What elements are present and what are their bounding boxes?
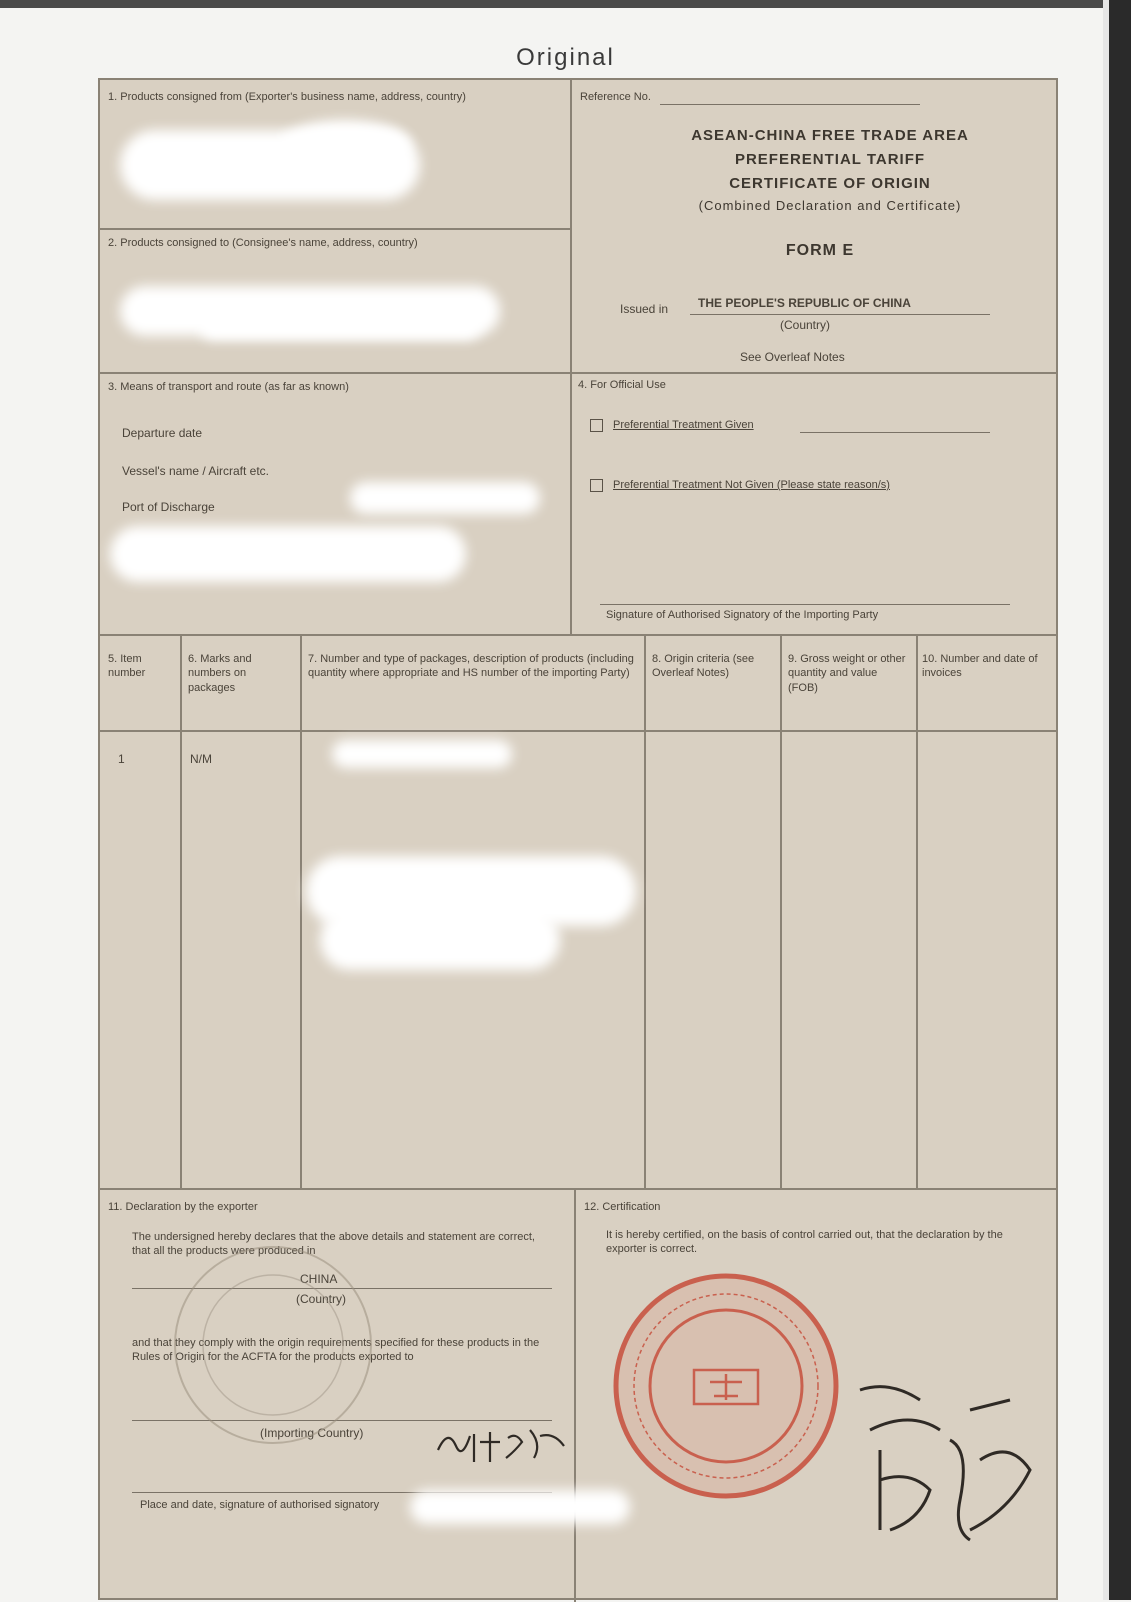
form-e-label: FORM E — [785, 242, 855, 259]
reference-underline — [660, 104, 920, 105]
redaction-box3-b — [110, 526, 466, 582]
redaction-box11 — [410, 1490, 630, 1524]
issued-in-underline — [690, 314, 990, 315]
box12-label: 12. Certification — [584, 1201, 661, 1213]
scan-right-edge — [1109, 0, 1131, 1600]
box4-option-2 — [590, 478, 890, 492]
col-divider-2 — [300, 634, 302, 1190]
box4-label: 4. For Official Use — [578, 379, 666, 391]
divider-bottom-middle — [574, 1188, 576, 1602]
col-divider-5 — [916, 634, 918, 1190]
departure-label: Departure date — [122, 426, 203, 440]
col-header-invoices: 10. Number and date of invoices — [922, 653, 1038, 680]
checkbox-preferential-not-given — [590, 479, 603, 492]
col-divider-3 — [644, 634, 646, 1190]
redaction-box2-b — [200, 314, 480, 340]
box11-text-1: The undersigned hereby declares that the above details and statement are correct, that all the products were produced in — [132, 1231, 535, 1258]
divider-top-middle — [570, 80, 572, 636]
col-header-item: 5. Item number — [108, 653, 146, 680]
divider-row3 — [100, 634, 1058, 636]
box11-place-label: Place and date, signature of authorised signatory — [140, 1499, 380, 1511]
scan-top-edge — [0, 0, 1131, 8]
certifier-signature — [840, 1370, 1050, 1550]
row-item-number: 1 — [118, 752, 125, 766]
box4-signature-label: Signature of Authorised Signatory of the Importing Party — [606, 609, 879, 621]
option-1-text: Preferential Treatment Given — [613, 419, 754, 431]
port-label: Port of Discharge — [122, 500, 215, 514]
title-line-4: (Combined Declaration and Certificate) — [698, 198, 962, 213]
col-divider-4 — [780, 634, 782, 1190]
option-2-text: Preferential Treatment Not Given (Please state reason/s) — [613, 479, 890, 491]
divider-bottom-section — [100, 1188, 1058, 1190]
checkbox-preferential-given — [590, 419, 603, 432]
box11-text-2: and that they comply with the origin requirements specified for these products in the Rules of Origin for the ACFTA for the products exported to — [132, 1337, 540, 1364]
country-label: (Country) — [780, 318, 831, 332]
title-line-2: PREFERENTIAL TARIFF — [734, 151, 926, 168]
box4-signature-line — [600, 604, 1010, 605]
box3-label: 3. Means of transport and route (as far as known) — [108, 381, 349, 393]
faint-exporter-stamp — [168, 1240, 378, 1450]
col-header-origin: 8. Origin criteria (see Overleaf Notes) — [652, 653, 755, 680]
box4-option-1 — [590, 418, 754, 432]
option-1-underline — [800, 432, 990, 433]
col-header-description: 7. Number and type of packages, description of products (including quantity where appropriate and HS number of the importing Party) — [308, 653, 634, 680]
box1-label: 1. Products consigned from (Exporter's business name, address, country) — [108, 91, 466, 103]
exporter-signature — [430, 1420, 570, 1470]
divider-box1-box2 — [100, 228, 570, 230]
divider-column-headers — [100, 730, 1058, 732]
redaction-description-a — [332, 740, 512, 768]
box11-label: 11. Declaration by the exporter — [108, 1201, 258, 1213]
redaction-box3-a — [350, 482, 540, 514]
title-line-1: ASEAN-CHINA FREE TRADE AREA — [691, 127, 969, 144]
box12-text: It is hereby certified, on the basis of control carried out, that the declaration by the exporter is correct. — [606, 1229, 1003, 1256]
certificate-form — [98, 78, 1058, 1600]
col-header-weight: 9. Gross weight or other quantity and value (FOB) — [788, 653, 906, 694]
issued-in-value: THE PEOPLE'S REPUBLIC OF CHINA — [698, 296, 911, 310]
official-seal — [610, 1270, 842, 1502]
reference-label: Reference No. — [580, 91, 651, 103]
col-divider-1 — [180, 634, 182, 1190]
box11-importing-label: (Importing Country) — [260, 1426, 364, 1440]
row-marks: N/M — [190, 752, 212, 766]
box2-label: 2. Products consigned to (Consignee's name, address, country) — [108, 237, 418, 249]
see-notes-label: See Overleaf Notes — [740, 350, 845, 364]
divider-row2 — [100, 372, 1058, 374]
vessel-label: Vessel's name / Aircraft etc. — [122, 464, 270, 478]
form-title — [620, 124, 1040, 217]
issued-in-label: Issued in — [620, 302, 669, 316]
title-line-3: CERTIFICATE OF ORIGIN — [729, 175, 931, 192]
col-header-marks: 6. Marks and numbers on packages — [188, 653, 252, 694]
box11-country-label: (Country) — [296, 1292, 347, 1306]
original-label: Original — [516, 44, 615, 71]
redaction-box1-b — [280, 120, 410, 170]
redaction-description-c — [320, 910, 560, 970]
box11-country-value: CHINA — [300, 1272, 338, 1286]
